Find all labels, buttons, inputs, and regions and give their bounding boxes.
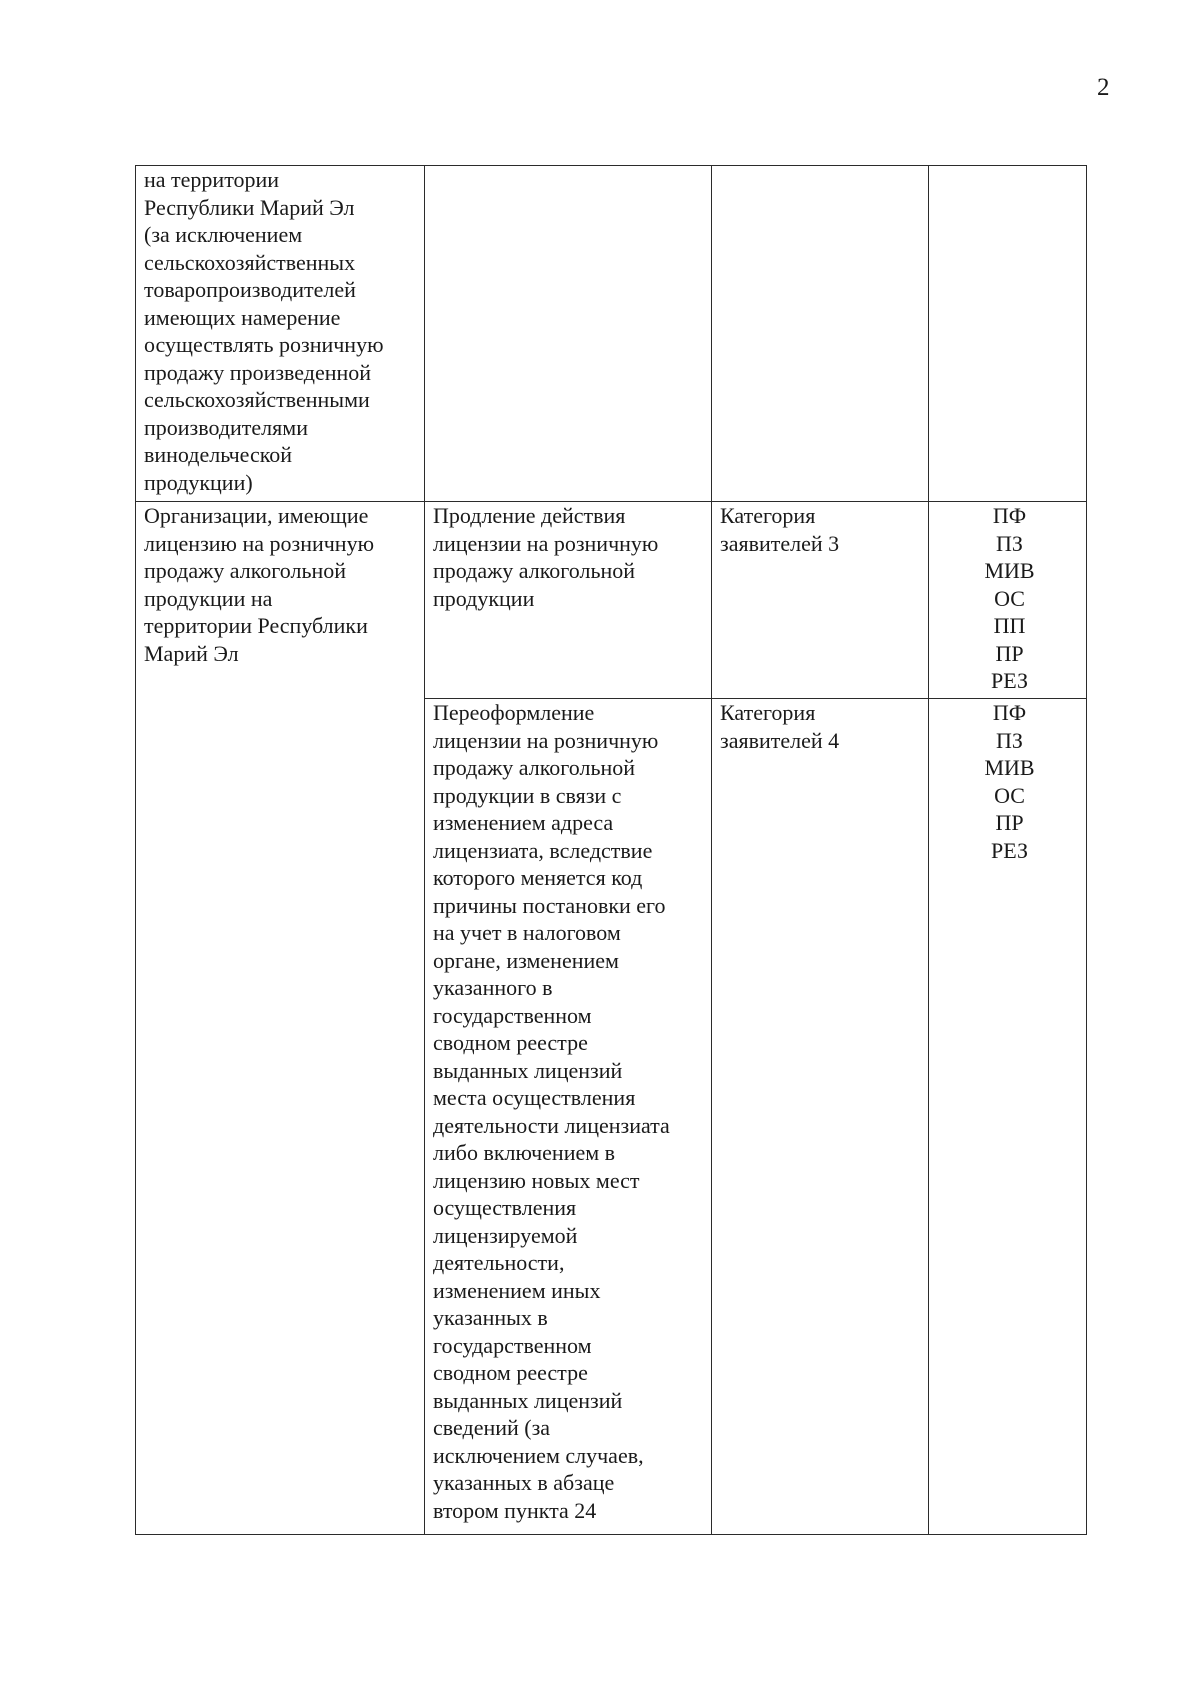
text-line: (за исключением (144, 222, 303, 247)
text-line: продажу алкогольной (144, 558, 347, 583)
text-line: сведений (за (433, 1415, 551, 1440)
text-line: деятельности, (433, 1250, 565, 1275)
text-line: сводном реестре (433, 1360, 588, 1385)
category-text (720, 699, 924, 754)
text-line: на учет в налоговом (433, 920, 621, 945)
text-line: указанных в абзаце (433, 1470, 615, 1495)
text-line: причины постановки его (433, 892, 666, 918)
text-line: товаропроизводителей (144, 277, 356, 302)
text-line: на территории (144, 167, 280, 192)
text-line: РЕЗ (991, 668, 1028, 693)
text-line: государственном (433, 1002, 592, 1028)
text-line: производителями (144, 414, 308, 440)
applicant-cell (136, 166, 425, 502)
text-line: Переоформление (433, 700, 595, 725)
text-line: лицензируемой (433, 1222, 578, 1248)
applicant-text (144, 166, 420, 496)
text-line: продажу произведенной (144, 359, 372, 385)
text-line: Категория (720, 700, 816, 725)
text-line: ОС (994, 782, 1025, 808)
page-number: 2 (1097, 74, 1110, 101)
documents-list (937, 502, 1082, 695)
text-line: продукции на (144, 585, 273, 611)
text-line: изменением адреса (433, 810, 614, 835)
text-line: органе, изменением (433, 947, 619, 973)
service-text (433, 699, 707, 1524)
text-line: ПР (995, 810, 1024, 835)
text-line: сельскохозяйственными (144, 387, 370, 412)
category-cell (712, 166, 929, 502)
text-line: Категория (720, 503, 816, 528)
text-line: ПЗ (996, 727, 1023, 753)
documents-list (937, 699, 1082, 864)
table-row (136, 502, 1087, 699)
text-line: лицензию на розничную (144, 530, 375, 556)
text-line: ПФ (992, 700, 1027, 725)
text-line: продукции (433, 585, 535, 611)
applicant-text (144, 502, 420, 667)
category-cell (712, 502, 929, 699)
text-line: Марий Эл (144, 640, 239, 666)
text-line: выданных лицензий (433, 1057, 623, 1083)
text-line: указанного в (433, 975, 553, 1000)
text-line: ПП (993, 613, 1026, 638)
text-line: заявителей 3 (720, 530, 840, 556)
service-cell (425, 166, 712, 502)
service-text (433, 502, 707, 612)
text-line: государственном (433, 1332, 592, 1358)
text-line: Организации, имеющие (144, 503, 369, 528)
text-line: территории Республики (144, 613, 368, 638)
table-row (136, 166, 1087, 502)
text-line: втором пункта 24 (433, 1497, 597, 1523)
text-line: ПЗ (996, 530, 1023, 556)
text-line: заявителей 4 (720, 727, 840, 753)
text-line: указанных в (433, 1305, 548, 1330)
documents-cell (929, 166, 1087, 502)
text-line: осуществления (433, 1195, 577, 1220)
text-line: имеющих намерение (144, 304, 341, 330)
applicant-cell (136, 502, 425, 1535)
text-line: винодельческой (144, 442, 293, 467)
text-line: МИВ (984, 755, 1035, 780)
text-line: РЕЗ (991, 837, 1028, 863)
documents-cell (929, 502, 1087, 699)
text-line: МИВ (984, 558, 1035, 583)
text-line: лицензиата, вследствие (433, 837, 653, 863)
text-line: продукции в связи с (433, 782, 622, 808)
text-line: изменением иных (433, 1277, 601, 1303)
text-line: выданных лицензий (433, 1387, 623, 1413)
text-line: либо включением в (433, 1140, 616, 1165)
text-line: сводном реестре (433, 1030, 588, 1055)
text-line: лицензию новых мест (433, 1167, 640, 1193)
text-line: продукции) (144, 469, 253, 495)
text-line: исключением случаев, (433, 1442, 644, 1468)
text-line: сельскохозяйственных (144, 249, 356, 275)
text-line: которого меняется код (433, 865, 643, 890)
text-line: продажу алкогольной (433, 558, 636, 583)
category-cell (712, 699, 929, 1535)
text-line: лицензии на розничную (433, 530, 659, 556)
text-line: Продление действия (433, 503, 626, 528)
service-cell (425, 699, 712, 1535)
licensing-table (135, 165, 1087, 1535)
text-line: деятельности лицензиата (433, 1112, 670, 1138)
category-text (720, 502, 924, 557)
text-line: продажу алкогольной (433, 755, 636, 780)
text-line: ПФ (992, 503, 1027, 528)
text-line: места осуществления (433, 1085, 636, 1110)
text-line: лицензии на розничную (433, 727, 659, 753)
text-line: ПР (995, 640, 1024, 666)
text-line: Республики Марий Эл (144, 194, 355, 220)
text-line: ОС (994, 585, 1025, 611)
documents-cell (929, 699, 1087, 1535)
service-cell (425, 502, 712, 699)
text-line: осуществлять розничную (144, 332, 384, 357)
